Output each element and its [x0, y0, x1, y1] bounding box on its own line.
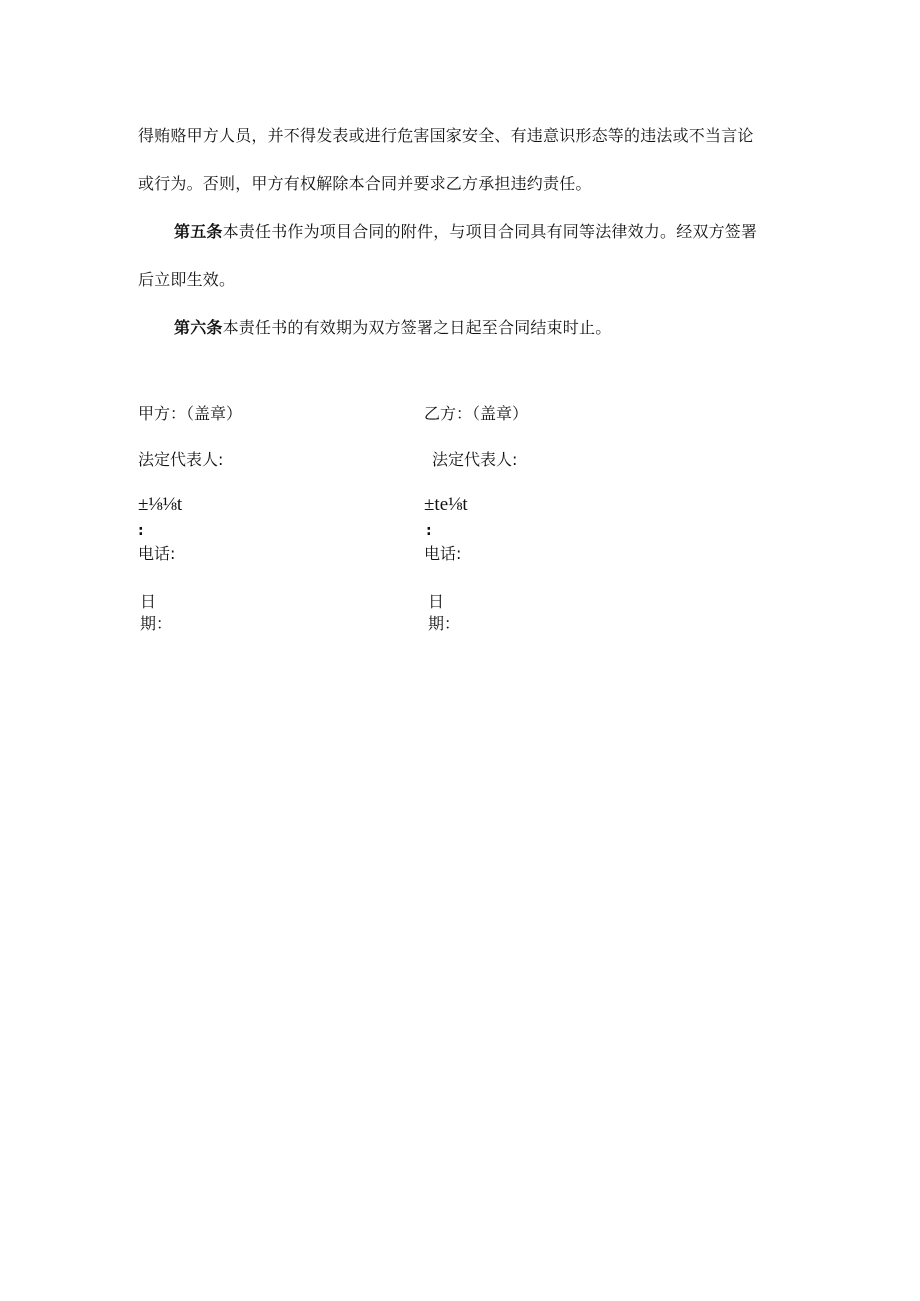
party-a-phone-label: 电话: — [138, 544, 176, 563]
party-a-garbled-label: ±⅛⅛t — [138, 494, 183, 515]
party-b-phone-label: 电话: — [424, 544, 462, 563]
article-5-line-1 — [174, 222, 757, 242]
paragraph-4-line-1: 得贿赂甲方人员，并不得发表或进行危害国家安全、有违意识形态等的违法或不当言论 — [138, 126, 754, 145]
article-6-label: 第六条 — [174, 318, 223, 337]
article-6-line — [174, 318, 611, 338]
party-b-legal-rep-label: 法定代表人: — [432, 450, 518, 469]
party-b-date-label-top: 日 — [428, 592, 445, 611]
party-a-date-label-top: 日 — [140, 592, 157, 611]
party-a-date-label-bottom: 期： — [140, 614, 173, 633]
party-b-garbled-colon: : — [426, 523, 432, 539]
party-a-garbled-colon: : — [138, 523, 144, 539]
party-a-seal-label: 甲方：（盖章） — [138, 404, 243, 423]
party-b-garbled-label: ±te⅛t — [424, 494, 468, 515]
party-a-legal-rep-label: 法定代表人: — [138, 450, 224, 469]
party-b-date-label-bottom: 期： — [428, 614, 461, 633]
article-5-line-2: 后立即生效。 — [138, 270, 236, 289]
article-6-text: 本责任书的有效期为双方签署之日起至合同结束时止。 — [222, 318, 612, 337]
paragraph-4-line-2: 或行为。否则，甲方有权解除本合同并要求乙方承担违约责任。 — [138, 174, 592, 193]
article-5-text: 本责任书作为项目合同的附件，与项目合同具有同等法律效力。经双方签署 — [222, 222, 758, 241]
article-5-label: 第五条 — [174, 222, 223, 241]
party-b-seal-label: 乙方：（盖章） — [424, 404, 529, 423]
